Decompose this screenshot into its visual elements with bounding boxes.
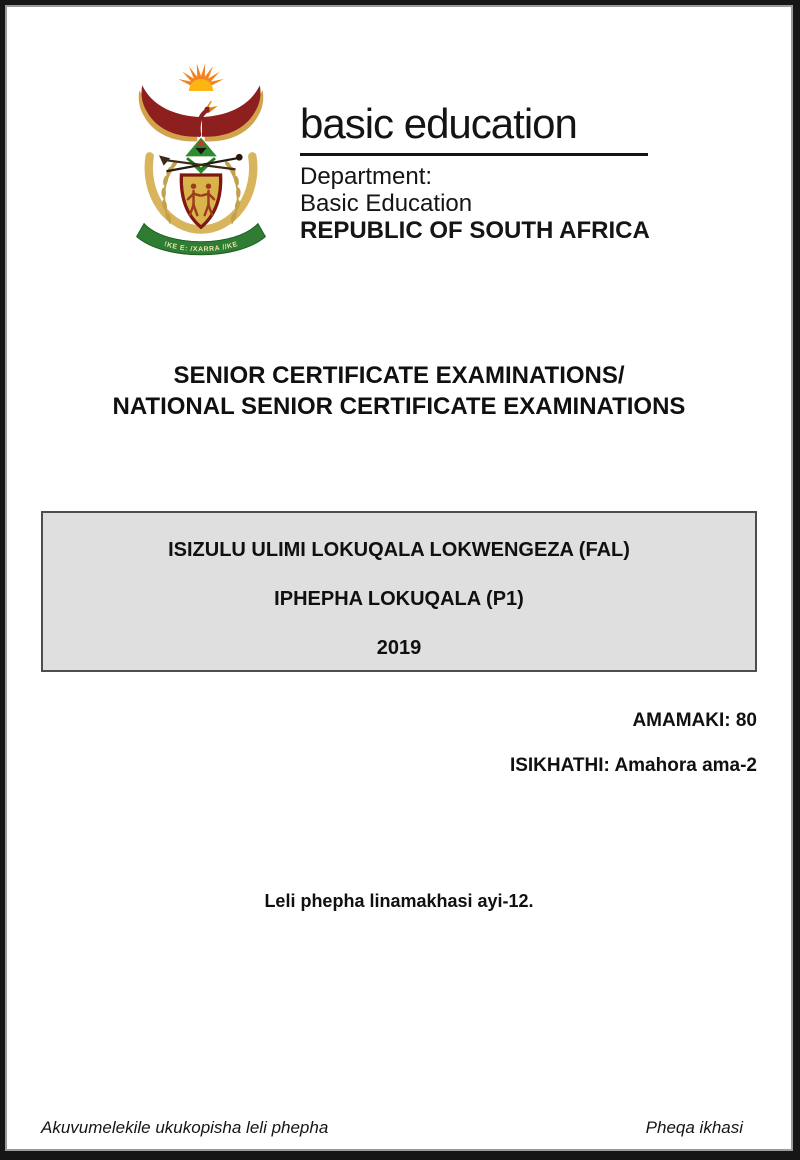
country-name: REPUBLIC OF SOUTH AFRICA <box>300 217 650 244</box>
footer-copyright-note: Akuvumelekile ukukopisha leli phepha <box>41 1118 329 1137</box>
eagle-wing <box>139 85 200 141</box>
exam-title-line2: NATIONAL SENIOR CERTIFICATE EXAMINATIONS <box>112 393 686 420</box>
motto-text: !KE E: /XARRA //KE <box>163 240 239 254</box>
department-label: Department: <box>300 163 433 190</box>
coat-of-arms-logo <box>118 63 284 259</box>
exam-title-line1: SENIOR CERTIFICATE EXAMINATIONS/ <box>173 362 625 389</box>
marks-label: AMAMAKI: 80 <box>632 710 757 731</box>
footer-turn-over-note: Pheqa ikhasi <box>645 1118 743 1137</box>
exam-year: 2019 <box>376 637 422 659</box>
shield-icon <box>181 175 220 227</box>
department-name: Basic Education <box>300 190 473 217</box>
department-block <box>300 163 650 244</box>
exam-title <box>5 360 793 422</box>
page-count-note: Leli phepha linamakhasi ayi-12. <box>264 891 534 911</box>
sun-icon <box>178 63 224 91</box>
subject-name: ISIZULU ULIMI LOKUQALA LOKWENGEZA (FAL) <box>168 539 630 561</box>
brand-underline <box>300 153 648 156</box>
brand-wordmark: basic education <box>300 100 577 147</box>
paper-number: IPHEPHA LOKUQALA (P1) <box>274 588 524 610</box>
subject-box <box>41 511 757 672</box>
duration-label: ISIKHATHI: Amahora ama-2 <box>509 755 757 776</box>
